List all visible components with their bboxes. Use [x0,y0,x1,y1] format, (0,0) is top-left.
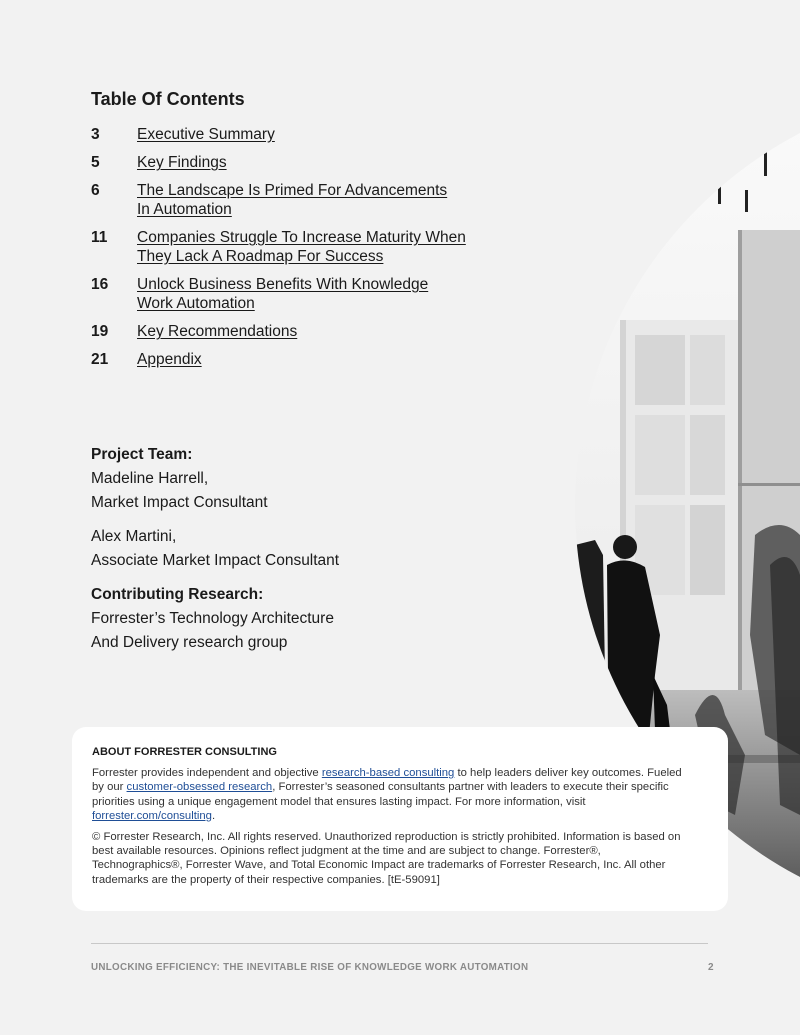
toc-entry[interactable] [91,322,491,341]
team-member-role: Market Impact Consultant [91,494,268,511]
about-text: Forrester provides independent and objective [92,767,322,780]
footer-page-number: 2 [708,962,714,973]
contributing-research-heading: Contributing Research: [91,586,264,603]
contributing-research-line: Forrester’s Technology Architecture [91,610,334,627]
toc-entry[interactable] [91,275,491,313]
about-paragraph [92,766,692,823]
toc-page-number: 3 [91,126,100,143]
research-based-consulting-link[interactable]: research-based consulting [321,767,455,780]
team-member-role: Associate Market Impact Consultant [91,552,340,569]
toc-link-key-findings[interactable]: Key Findings [137,154,227,171]
toc-entry[interactable] [91,125,491,144]
toc-link-executive-summary[interactable]: Executive Summary [137,126,275,143]
customer-obsessed-research-link[interactable]: customer-obsessed research [126,781,273,794]
about-text: . [211,809,216,822]
toc-page-number: 21 [91,351,109,368]
toc-page-number: 5 [91,154,100,171]
toc-link-companies-struggle[interactable]: Companies Struggle To Increase Maturity When They Lack A Roadmap For Success [137,229,466,265]
toc-link-unlock-benefits[interactable]: Unlock Business Benefits With Knowledge Work Automation [137,276,429,312]
toc-link-key-recommendations[interactable]: Key Recommendations [137,323,298,340]
table-of-contents [91,125,491,378]
toc-link-landscape[interactable]: The Landscape Is Primed For Advancements In Automation [137,182,448,218]
team-member-name: Alex Martini, [91,528,177,545]
copyright-paragraph: © Forrester Research, Inc. All rights reserved. Unauthorized reproduction is strictly prohibited. Information is based on best available resources. Opinions reflect judgment at the time and are subject to change. Forrester®, Technographics®, Forrester Wave, and Total Economic Impact are trademarks of Forrester Research, Inc. All other trademarks are the property of their respective companies. [tE-59091] [92,831,681,886]
toc-entry[interactable] [91,228,491,266]
project-team [91,443,339,655]
footer-divider [91,943,708,944]
toc-page-number: 19 [91,323,109,340]
team-member-name: Madeline Harrell, [91,470,209,487]
toc-entry[interactable] [91,350,491,369]
toc-heading: Table Of Contents [91,89,245,109]
toc-page-number: 16 [91,276,109,293]
toc-page-number: 11 [91,229,108,246]
project-team-heading: Project Team: [91,446,193,463]
toc-entry[interactable] [91,181,491,219]
toc-page-number: 6 [91,182,100,199]
about-heading: ABOUT FORRESTER CONSULTING [92,746,277,758]
about-text: to help leaders deliver key outcomes. Fueled by our [92,767,682,794]
toc-entry[interactable] [91,153,491,172]
footer-title: UNLOCKING EFFICIENCY: THE INEVITABLE RISE OF KNOWLEDGE WORK AUTOMATION [91,962,529,973]
contributing-research-line: And Delivery research group [91,634,288,651]
about-forrester-box [72,727,728,911]
forrester-consulting-link[interactable]: forrester.com/consulting [92,809,212,822]
toc-link-appendix[interactable]: Appendix [137,351,202,368]
about-text: , Forrester’s seasoned consultants partner with leaders to execute their specific priorities using a unique engagement model that ensures lasting impact. For more information, visit [92,781,669,808]
